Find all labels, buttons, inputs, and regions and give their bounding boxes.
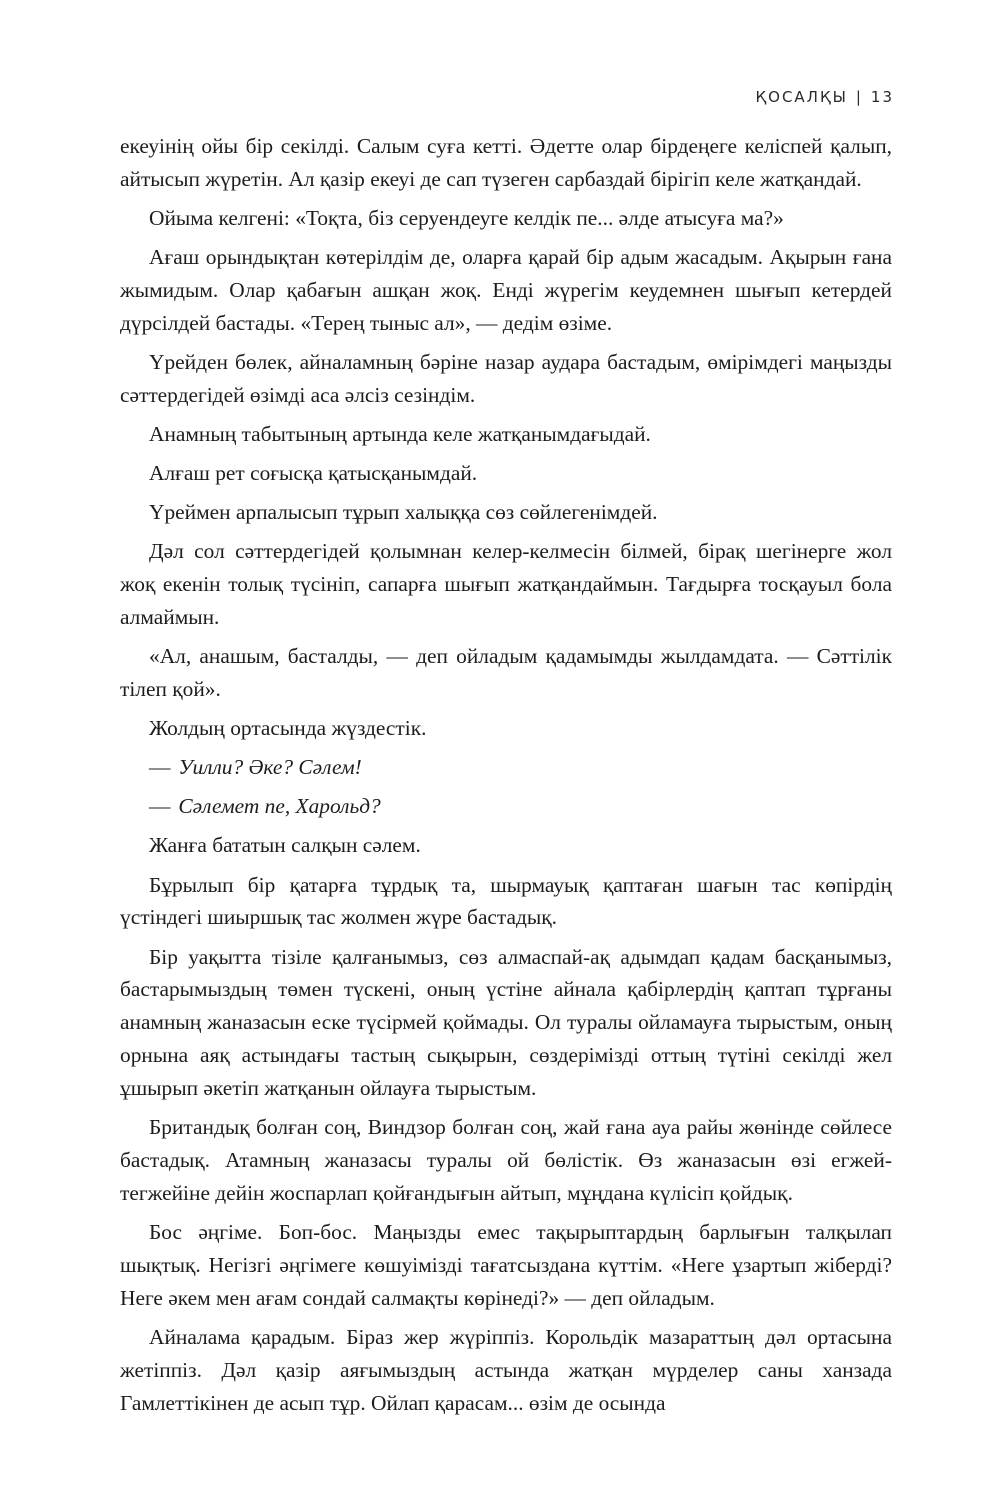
page-number: 13 — [870, 88, 894, 106]
paragraph: Үрейден бөлек, айналамның бәріне назар аудара бастадым, өмірімдегі маңызды сәттердегідей өзімді аса әлсіз сезіндім. — [120, 350, 892, 407]
paragraph: Анамның табытының артында келе жатқанымдағыдай. — [149, 422, 651, 446]
paragraph: Ойыма келгені: «Тоқта, біз серуендеуге келдік пе... әлде атысуға ма?» — [149, 206, 784, 230]
paragraph: Бұрылып бір қатарға тұрдық та, шырмауық қаптаған шағын тас көпірдің үстіндегі шиыршық тас жолмен жүре бастадық. — [120, 872, 892, 930]
dialog-dash: — — [149, 755, 171, 780]
dialog-dash: — — [149, 794, 171, 819]
dialog-text: Уилли? Әке? Сәлем! — [178, 755, 362, 780]
header-separator: | — [855, 88, 863, 106]
paragraph: екеуінің ойы бір секілді. Салым суға кетті. Әдетте олар бірдеңеге келіспей қалып, айтысып жүретін. Ал қазір екеуі де сап түзеген сарбаздай бірігіп келе жатқандай. — [120, 134, 892, 191]
paragraph: Үреймен арпалысып тұрып халыққа сөз сөйлегенімдей. — [149, 500, 658, 525]
dialog-text: Сәлемет пе, Харольд? — [178, 794, 381, 819]
dialog-line — [120, 790, 892, 823]
paragraph: Жолдың ортасында жүздестік. — [149, 716, 427, 741]
paragraph: Ағаш орындықтан көтерілдім де, оларға қарай бір адым жасадым. Ақырын ғана жымидым. Олар қабағын ашқан жоқ. Енді жүрегім кеудемнен шығып кетердей дүрсілдей бастады. «Терең тыныс ал», — дедім өзіме. — [120, 245, 892, 335]
paragraph: Дәл сол сәттердегідей қолымнан келер-келмесін білмей, бірақ шегінерге жол жоқ екенін толық түсініп, сапарға шығып жатқандаймын. Тағдырға тосқауыл бола алмаймын. — [120, 539, 892, 630]
dialog-line — [120, 751, 892, 784]
paragraph: Алғаш рет соғысқа қатысқанымдай. — [149, 461, 478, 486]
section-title: ҚОСАЛҚЫ — [755, 88, 848, 106]
paragraph: Британдық болған соң, Виндзор болған соң, жай ғана ауа райы жөнінде сөйлесе бастадық. Атамның жаназасы туралы ой бөлістік. Өз жаназасын өзі егжей-тегжейіне дейін жоспарлап қойғандығын айтып, мұңдана күлісіп қойдық. — [120, 1115, 892, 1206]
paragraph: «Ал, анашым, басталды, — деп ойладым қадамымды жылдамдата. — Сәттілік тілеп қой». — [120, 644, 892, 702]
paragraph: Бос әңгіме. Боп-бос. Маңызды емес тақырыптардың барлығын талқылап шықтық. Негізгі әңгімеге көшуімізді тағатсыздана күттім. «Неге ұзартып жіберді? Неге әкем мен ағам сондай салмақты көрінеді?» — деп ойладым. — [120, 1220, 892, 1310]
running-header — [755, 88, 894, 106]
paragraph: Бір уақытта тізіле қалғанымыз, сөз алмаспай-ақ адымдап қадам басқанымыз, бастарымыздың төмен түскені, оның үстіне айнала қабірлердің қаптап тұрғаны анамның жаназасын еске түсірмей қоймады. Ол туралы ойламауға тырыстым, оның орнына аяқ астындағы тастың сықырын, сөздерімізді оттың түтіні секілді жел ұшырып әкетіп жатқанын ойлауға тырыстым. — [120, 944, 892, 1101]
paragraph: Айналама қарадым. Біраз жер жүріппіз. Корольдік мазараттың дәл ортасына жетіппіз. Дәл қазір аяғымыздың астында жатқан мүрделер саны ханзада Гамлеттікінен де асып тұр. Ойлап қарасам... өзім де осында — [120, 1325, 892, 1415]
paragraph: Жанға бататын салқын сәлем. — [149, 833, 421, 858]
body-text — [120, 130, 892, 1426]
